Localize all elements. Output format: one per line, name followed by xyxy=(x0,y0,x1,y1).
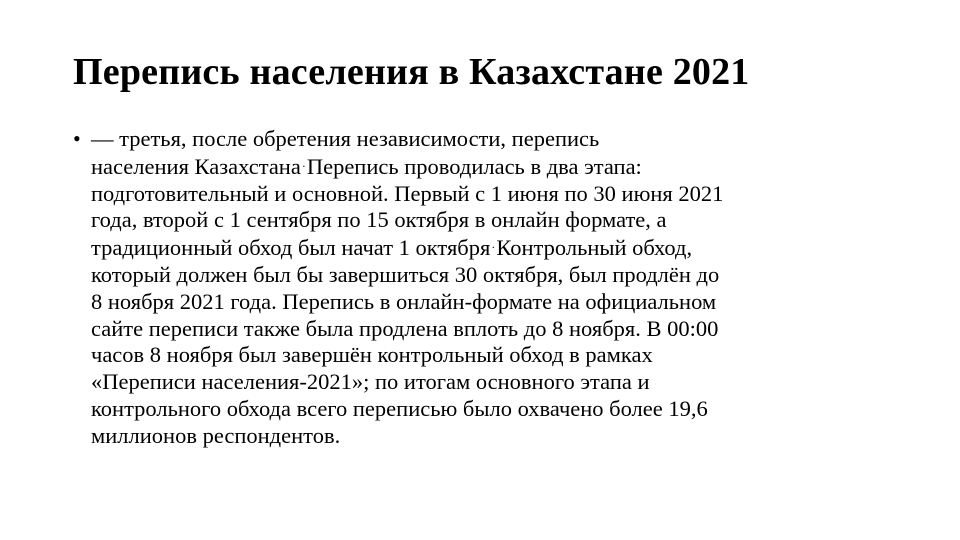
text-segment: 8 ноября 2021 года. Перепись в онлайн-формате на официальном xyxy=(91,288,717,314)
text-line xyxy=(91,234,893,262)
text-line xyxy=(91,369,893,396)
text-segment: сайте переписи также была продлена вплоть до 8 ноября. В 00:00 xyxy=(91,315,719,341)
text-segment: контрольного обхода всего переписью было охвачено более 19,6 xyxy=(91,395,708,421)
text-segment: года, второй с 1 сентября по 15 октября в онлайн формате, а xyxy=(91,207,667,233)
text-segment: населения Казахстана xyxy=(91,153,301,179)
text-segment: подготовительный и основной. Первый с 1 июня по 30 июня 2021 xyxy=(91,180,724,206)
text-line xyxy=(91,342,893,369)
text-line xyxy=(91,262,893,289)
slide-body xyxy=(73,126,893,450)
text-line xyxy=(91,126,893,153)
text-segment: «Переписи населения-2021»; по итогам основного этапа и xyxy=(91,369,650,395)
text-line xyxy=(91,423,893,450)
text-segment: — третья, после обретения независимости, перепись xyxy=(91,126,600,151)
text-line xyxy=(91,181,893,208)
bullet-paragraph xyxy=(73,126,893,450)
text-line xyxy=(91,316,893,343)
text-segment: Перепись проводилась в два этапа: xyxy=(306,153,642,179)
slide-title: Перепись населения в Казахстане 2021 xyxy=(73,51,750,93)
text-line xyxy=(91,207,893,234)
text-segment: миллионов респондентов. xyxy=(91,422,341,448)
text-segment: традиционный обход был начат 1 октября xyxy=(91,235,491,261)
text-line xyxy=(91,289,893,316)
text-segment: часов 8 ноября был завершён контрольный обход в рамках xyxy=(91,342,653,368)
text-line xyxy=(91,153,893,181)
footnote-separator: · xyxy=(491,240,496,255)
text-segment: Контрольный обход, xyxy=(496,235,693,261)
bullet-dot-icon: • xyxy=(73,126,81,151)
footnote-separator: · xyxy=(301,158,306,173)
text-segment: который должен был бы завершиться 30 октября, был продлён до xyxy=(91,261,720,287)
text-line xyxy=(91,396,893,423)
